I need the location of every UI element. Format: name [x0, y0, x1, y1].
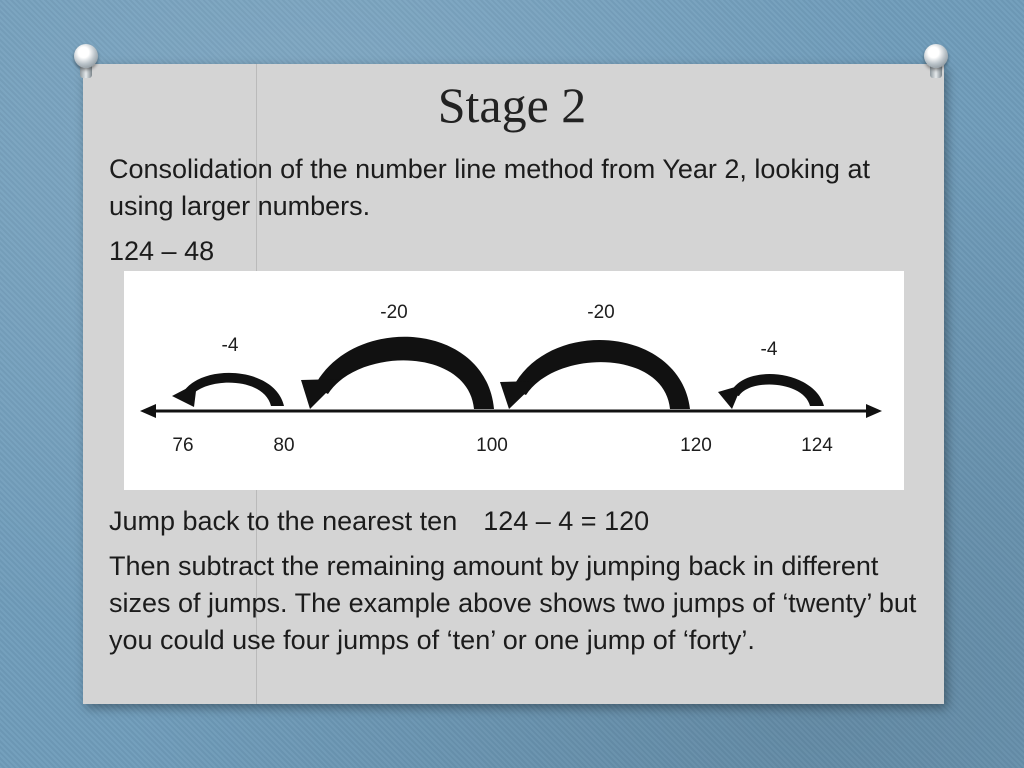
jump-arc-120-100 [512, 340, 690, 409]
step1-line [109, 503, 929, 540]
number-line-svg [124, 271, 904, 490]
tick-label: 124 [801, 435, 833, 456]
jump-label: -4 [221, 335, 239, 356]
number-line-diagram [124, 271, 904, 490]
pushpin-right-icon [921, 44, 951, 78]
step2-text: Then subtract the remaining amount by jumping back in different sizes of jumps. The example above shows two jumps of ‘twenty’ but you could use four jumps of ‘ten’ or one jump of ‘forty’. [109, 551, 917, 655]
step1-calculation: 124 – 4 = 120 [483, 506, 650, 536]
tick-label: 76 [172, 435, 194, 456]
jump-arrowhead-icon [301, 379, 340, 409]
jump-arrowhead-icon [172, 383, 197, 407]
jump-arrowhead-icon [500, 381, 538, 409]
jump-label: -20 [587, 302, 615, 323]
problem-text: 124 – 48 [109, 236, 215, 266]
step1-text: Jump back to the nearest ten [109, 506, 458, 536]
right-arrowhead-icon [866, 404, 882, 418]
left-arrowhead-icon [140, 404, 156, 418]
jump-arc-80-76 [184, 373, 284, 406]
tick-label: 100 [476, 435, 508, 456]
jump-arc-124-120 [730, 374, 824, 406]
tick-label: 120 [680, 435, 712, 456]
pushpin-left-icon [71, 44, 101, 78]
intro-text: Consolidation of the number line method from Year 2, looking at using larger numbers. [109, 154, 870, 221]
slide-title: Stage 2 [437, 77, 587, 133]
tick-label: 80 [273, 435, 295, 456]
jump-arc-100-80 [314, 337, 494, 409]
jump-label: -4 [760, 339, 778, 360]
jump-label: -20 [380, 302, 408, 323]
jump-arrowhead-icon [718, 385, 742, 409]
